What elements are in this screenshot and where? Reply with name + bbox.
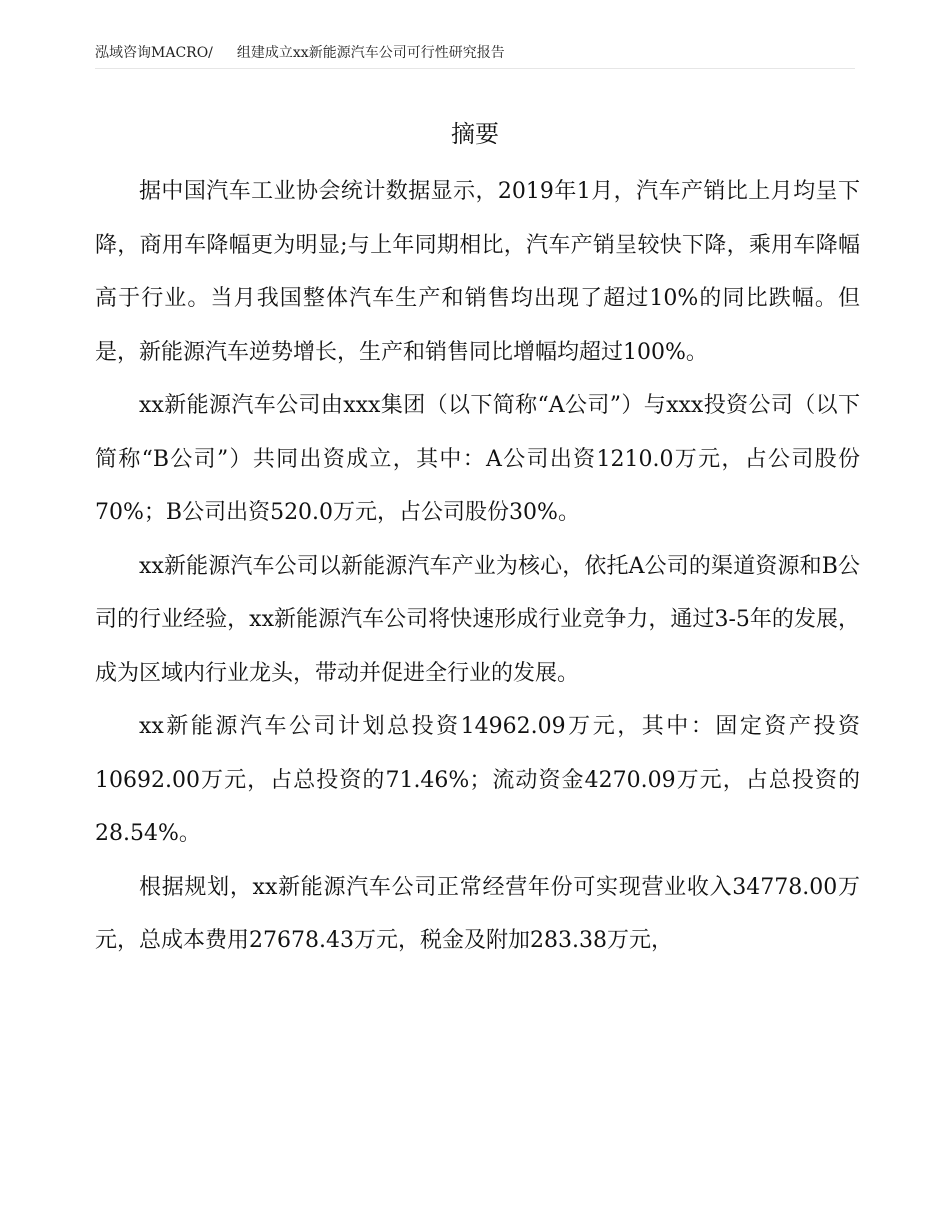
header-report-title: 组建成立xx新能源汽车公司可行性研究报告 — [236, 45, 505, 61]
paragraph-4: xx新能源汽车公司计划总投资14962.09万元，其中：固定资产投资10692.00万元，占总投资的71.46%；流动资金4270.09万元，占总投资的28.54%。 — [95, 714, 860, 846]
header-brand: 泓域咨询MACRO/ — [95, 45, 213, 61]
paragraph-2: xx新能源汽车公司由xxx集团（以下简称“A公司”）与xxx投资公司（以下简称“B公司”）共同出资成立，其中：A公司出资1210.0万元，占公司股份70%；B公司出资520.0万元，占公司股份30%。 — [95, 393, 860, 525]
paragraph-1: 据中国汽车工业协会统计数据显示，2019年1月，汽车产销比上月均呈下降，商用车降幅更为明显;与上年同期相比，汽车产销呈较快下降，乘用车降幅高于行业。当月我国整体汽车生产和销售均出现了超过10%的同比跌幅。但是，新能源汽车逆势增长，生产和销售同比增幅均超过100%。 — [95, 179, 860, 365]
header-divider — [95, 68, 855, 69]
running-header — [95, 40, 855, 66]
section-title: 摘要 — [451, 120, 499, 148]
document-body — [95, 165, 860, 968]
paragraph-5: 根据规划，xx新能源汽车公司正常经营年份可实现营业收入34778.00万元，总成本费用27678.43万元，税金及附加283.38万元， — [95, 874, 860, 953]
paragraph-3: xx新能源汽车公司以新能源汽车产业为核心，依托A公司的渠道资源和B公司的行业经验，xx新能源汽车公司将快速形成行业竞争力，通过3-5年的发展，成为区域内行业龙头，带动并促进全行业的发展。 — [95, 553, 860, 686]
